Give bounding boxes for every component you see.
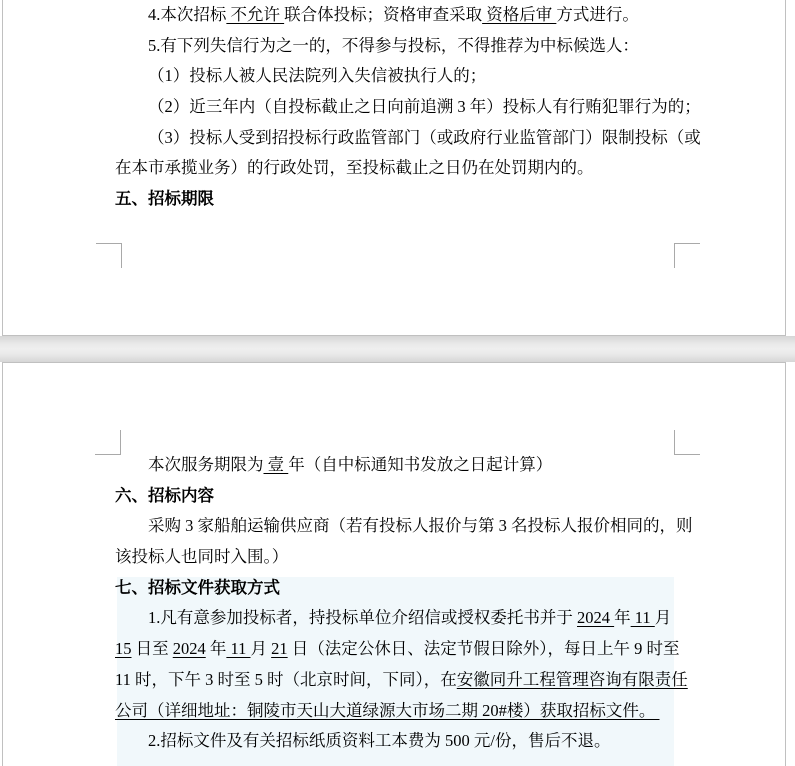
underlined-text: 安徽同升工程管理咨询有限责任 bbox=[456, 669, 688, 689]
text-run: （3）投标人受到招投标行政监管部门（或政府行业监管部门）限制投标（或 bbox=[148, 127, 701, 147]
document-line[interactable] bbox=[115, 665, 688, 696]
page2-text-area[interactable] bbox=[115, 450, 693, 757]
margin-cropmark-page1-bottom-right bbox=[674, 243, 700, 268]
text-run: 在本市承揽业务）的行政处罚，至投标截止之日仍在处罚期内的。 bbox=[115, 158, 594, 178]
text-run: 年（自中标通知书发放之日起计算） bbox=[288, 455, 553, 474]
page-gap bbox=[0, 336, 795, 362]
text-run: 五、招标期限 bbox=[115, 189, 214, 209]
underlined-text: 壹 bbox=[263, 455, 289, 474]
text-run: （1）投标人被人民法院列入失信被执行人的； bbox=[148, 66, 487, 86]
text-run: 采购 3 家船舶运输供应商（若有投标人报价与第 3 名投标人报价相同的，则 bbox=[148, 516, 693, 536]
text-run: 联合体投标；资格审查采取 bbox=[284, 5, 483, 24]
document-line[interactable] bbox=[115, 153, 678, 184]
underlined-text: 2024 bbox=[172, 639, 206, 659]
underlined-text: 公司（详细地址：铜陵市天山大道绿源大市场二期 20#楼）获取招标文件。 bbox=[115, 700, 660, 720]
document-line[interactable] bbox=[115, 511, 693, 542]
text-run: 11 时，下午 3 时至 5 时（北京时间，下同），在 bbox=[115, 669, 457, 689]
document-line[interactable] bbox=[115, 450, 678, 481]
underlined-text: 11 bbox=[226, 639, 251, 659]
page1-text-area[interactable] bbox=[115, 0, 701, 215]
text-run: 本次服务期限为 bbox=[148, 455, 264, 474]
underlined-text: 不允许 bbox=[226, 5, 285, 24]
underlined-text: 11 bbox=[630, 608, 655, 628]
text-run: 月 bbox=[654, 608, 672, 628]
underlined-text: 资格后审 bbox=[482, 5, 557, 24]
text-run: 方式进行。 bbox=[556, 5, 639, 24]
text-run: 月 bbox=[250, 639, 272, 659]
heading-line[interactable] bbox=[115, 481, 678, 512]
underlined-text: 21 bbox=[271, 639, 288, 659]
document-line[interactable] bbox=[115, 726, 678, 757]
document-line[interactable] bbox=[115, 634, 678, 665]
document-line[interactable] bbox=[115, 696, 678, 727]
text-run: 七、招标文件获取方式 bbox=[115, 577, 280, 597]
text-run: 5.有下列失信行为之一的，不得参与投标，不得推荐为中标候选人： bbox=[148, 35, 639, 55]
text-run: 六、招标内容 bbox=[115, 485, 214, 505]
heading-line[interactable] bbox=[115, 184, 678, 215]
document-line[interactable] bbox=[115, 61, 678, 92]
heading-line[interactable] bbox=[115, 573, 678, 604]
underlined-text: 2024 bbox=[577, 608, 615, 628]
text-run: 日（法定公休日、法定节假日除外），每日上午 9 时至 bbox=[287, 639, 680, 659]
text-run: 年 bbox=[614, 608, 631, 628]
underlined-text: 15 bbox=[115, 639, 132, 659]
text-run: 日至 bbox=[131, 639, 173, 659]
text-run: （2）近三年内（自投标截止之日向前追溯 3 年）投标人有行贿犯罪行为的； bbox=[148, 97, 701, 117]
document-line[interactable] bbox=[115, 0, 678, 31]
text-run: 2.招标文件及有关招标纸质资料工本费为 500 元/份，售后不退。 bbox=[148, 731, 611, 751]
document-line[interactable] bbox=[115, 92, 701, 123]
document-line[interactable] bbox=[115, 31, 678, 62]
document-line[interactable] bbox=[115, 542, 678, 573]
text-run: 该投标人也同时入围。） bbox=[115, 547, 289, 567]
text-run: 4.本次招标 bbox=[148, 5, 227, 24]
document-line[interactable] bbox=[115, 603, 678, 634]
text-run: 年 bbox=[205, 639, 227, 659]
text-run: 1.凡有意参加投标者，持投标单位介绍信或授权委托书并于 bbox=[148, 608, 577, 628]
document-line[interactable] bbox=[115, 123, 701, 154]
margin-cropmark-page1-bottom-left bbox=[96, 243, 122, 268]
